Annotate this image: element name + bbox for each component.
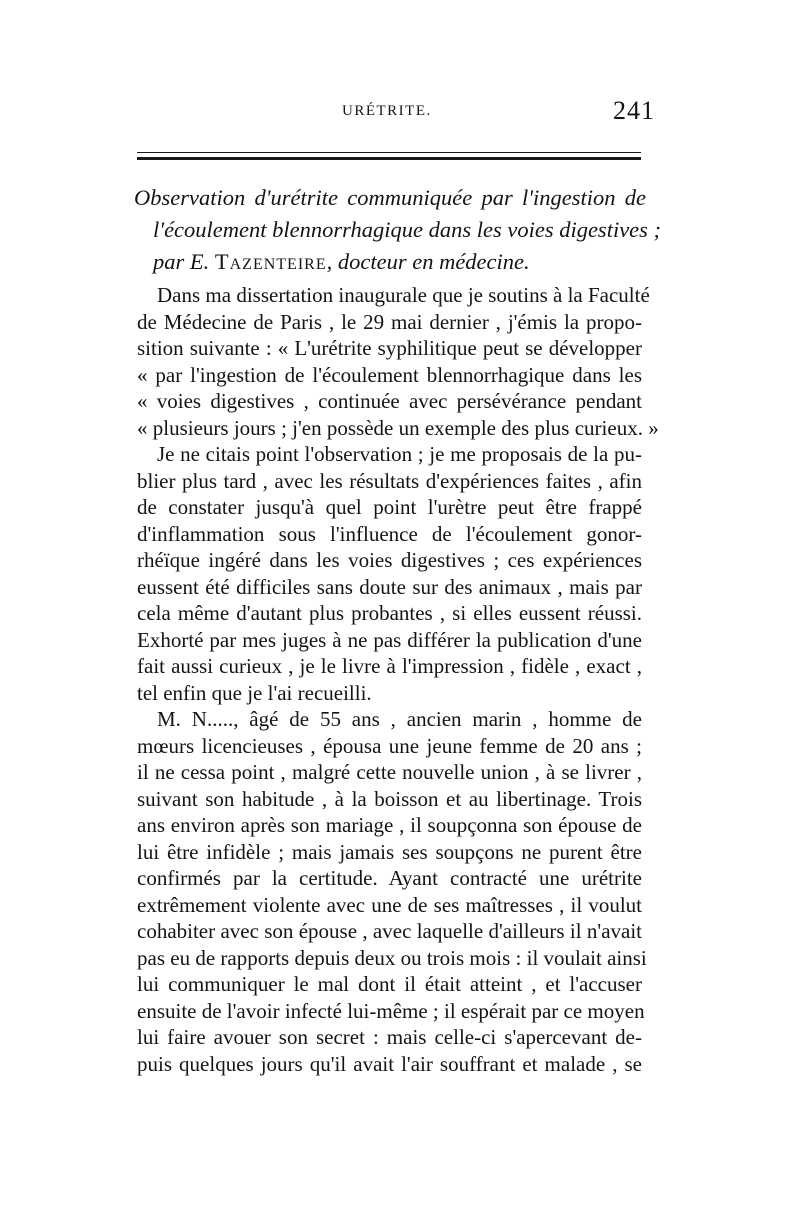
text-line: extrêmement violente avec une de ses maîtresses , il voulut — [137, 892, 642, 917]
text-line: mœurs licencieuses , épousa une jeune femme de 20 ans ; — [137, 733, 642, 758]
text-line: cela même d'autant plus probantes , si elles eussent réussi. — [137, 601, 642, 625]
text-line: de Médecine de Paris , le 29 mai dernier , j'émis la propo- — [137, 309, 642, 334]
text-line: cohabiter avec son épouse , avec laquelle d'ailleurs il n'avait — [137, 919, 642, 943]
text-line: de constater jusqu'à quel point l'urètre peut être frappé — [137, 495, 642, 519]
text-line: ensuite de l'avoir infecté lui-même ; il espérait par ce moyen — [137, 998, 645, 1023]
text-line: ans environ après son mariage , il soupçonna son épouse de — [137, 813, 642, 837]
text-line: fait aussi curieux , je le livre à l'impression , fidèle , exact , — [137, 654, 642, 678]
text-line: sition suivante : « L'urétrite syphilitique peut se développer — [137, 336, 642, 360]
header-rule-thin — [137, 152, 641, 153]
text-line: Dans ma dissertation inaugurale que je soutins à la Faculté — [157, 283, 650, 307]
title-line-1: Observation d'urétrite communiquée par l'ingestion de — [134, 185, 646, 210]
text-line: confirmés par la certitude. Ayant contracté une urétrite — [137, 866, 642, 890]
page-number: 241 — [613, 96, 655, 125]
observation-title — [134, 182, 662, 278]
text-line: eussent été difficiles sans doute sur des animaux , mais par — [137, 574, 642, 599]
text-line: d'inflammation sous l'influence de l'écoulement gonor- — [137, 521, 642, 546]
body-text — [137, 282, 659, 1077]
text-line: puis quelques jours qu'il avait l'air souffrant et malade , se — [137, 1051, 642, 1076]
title-by: par E. — [153, 249, 215, 274]
title-line-2: l'écoulement blennorrhagique dans les voies digestives ; — [153, 217, 662, 242]
text-line: lui communiquer le mal dont il était atteint , et l'accuser — [137, 972, 642, 996]
text-line: lui être infidèle ; mais jamais ses soupçons ne purent être — [137, 839, 642, 864]
title-line-3 — [134, 246, 646, 278]
text-line: « plusieurs jours ; j'en possède un exemple des plus curieux. » — [137, 415, 659, 440]
text-line: lui faire avouer son secret : mais celle-ci s'apercevant de- — [137, 1025, 642, 1049]
text-line: Je ne citais point l'observation ; je me proposais de la pu- — [157, 442, 642, 466]
text-line: blier plus tard , avec les résultats d'expériences faites , afin — [137, 468, 642, 493]
text-line: « voies digestives , continuée avec persévérance pendant — [137, 389, 642, 413]
text-line: « par l'ingestion de l'écoulement blennorrhagique dans les — [137, 362, 642, 387]
text-line: il ne cessa point , malgré cette nouvelle union , à se livrer , — [137, 760, 642, 784]
text-line: pas eu de rapports depuis deux ou trois mois : il voulait ainsi — [137, 945, 647, 970]
text-line: M. N....., âgé de 55 ans , ancien marin , homme de — [157, 707, 642, 731]
text-line: rhéïque ingéré dans les voies digestives ; ces expériences — [137, 548, 642, 572]
text-line: Exhorté par mes juges à ne pas différer la publication d'une — [137, 627, 642, 652]
title-author: Tazenteire — [214, 249, 327, 274]
text-line: tel enfin que je l'ai recueilli. — [137, 680, 372, 705]
title-credential: , docteur en médecine. — [326, 249, 530, 274]
running-head: URÉTRITE. — [342, 103, 432, 119]
header-rule-thick — [137, 157, 641, 160]
text-line: suivant son habitude , à la boisson et au libertinage. Trois — [137, 786, 642, 811]
